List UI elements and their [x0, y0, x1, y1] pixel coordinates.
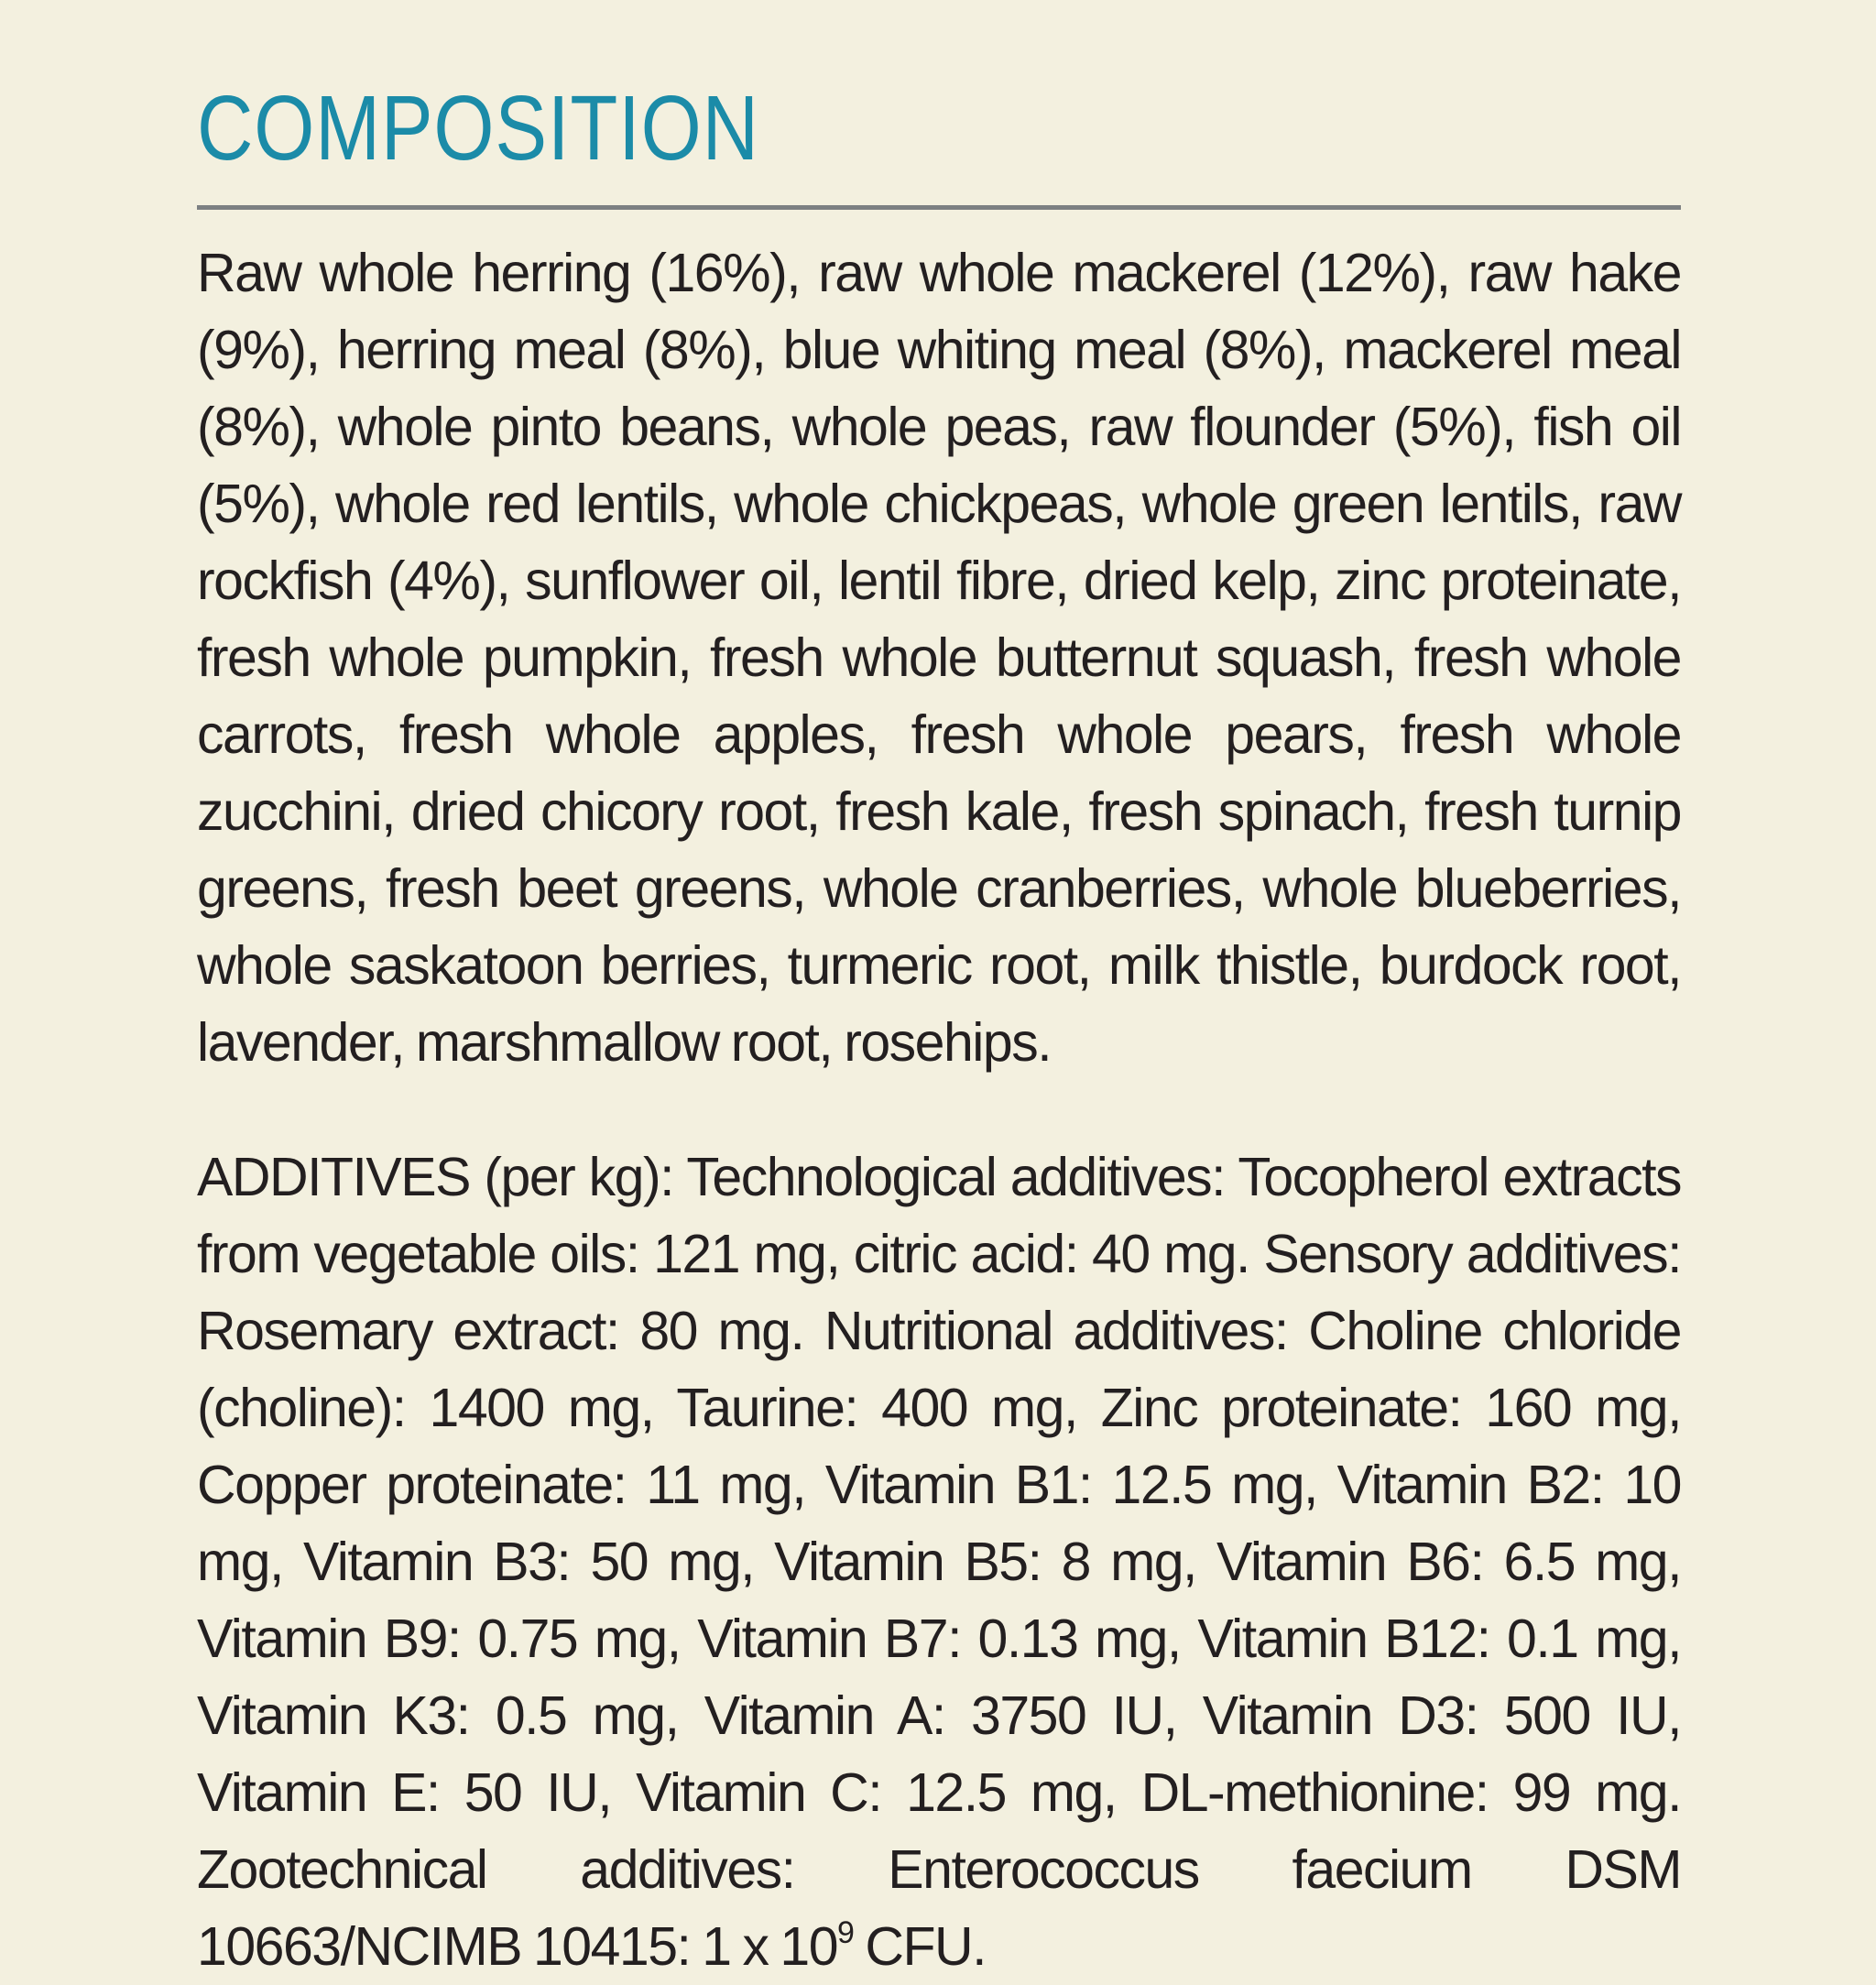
heading-divider	[197, 205, 1681, 210]
additives-text: ADDITIVES (per kg): Technological additives: Tocopherol extracts from vegetable oils: 121 mg, citric acid: 40 mg. Sensory additives: Rosemary extract: 80 mg. Nutritional additives: Choline chloride (choline): 1400 mg, Taurine: 400 mg, Zinc proteinate: 160 mg, Copper proteinate: 11 mg, Vitamin B1: 12.5 mg, Vitamin B2: 10 mg, Vitamin B3: 50 mg, Vitamin B5: 8 mg, Vitamin B6: 6.5 mg, Vitamin B9: 0.75 mg, Vitamin B7: 0.13 mg, Vitamin B12: 0.1 mg, Vitamin K3: 0.5 mg, Vitamin A: 3750 IU, Vitamin D3: 500 IU, Vitamin E: 50 IU, Vitamin C: 12.5 mg, DL-methionine: 99 mg. Zootechnical additives: Enterococcus faecium DSM 10663/NCIMB 10415: 1 x 10	[197, 1147, 1681, 1977]
composition-panel	[197, 77, 1681, 1985]
additives-suffix: CFU.	[853, 1916, 986, 1977]
cfu-exponent: 9	[837, 1915, 854, 1950]
additives-paragraph	[197, 1139, 1681, 1985]
composition-heading: COMPOSITION	[197, 77, 759, 180]
ingredients-paragraph: Raw whole herring (16%), raw whole mackerel (12%), raw hake (9%), herring meal (8%), blue whiting meal (8%), mackerel meal (8%), whole pinto beans, whole peas, raw flounder (5%), fish oil (5%), whole red lentils, whole chickpeas, whole green lentils, raw rockfish (4%), sunflower oil, lentil fibre, dried kelp, zinc proteinate, fresh whole pumpkin, fresh whole butternut squash, fresh whole carrots, fresh whole apples, fresh whole pears, fresh whole zucchini, dried chicory root, fresh kale, fresh spinach, fresh turnip greens, fresh beet greens, whole cranberries, whole blueberries, whole saskatoon berries, turmeric root, milk thistle, burdock root, lavender, marshmallow root, rosehips.	[197, 243, 1681, 1073]
